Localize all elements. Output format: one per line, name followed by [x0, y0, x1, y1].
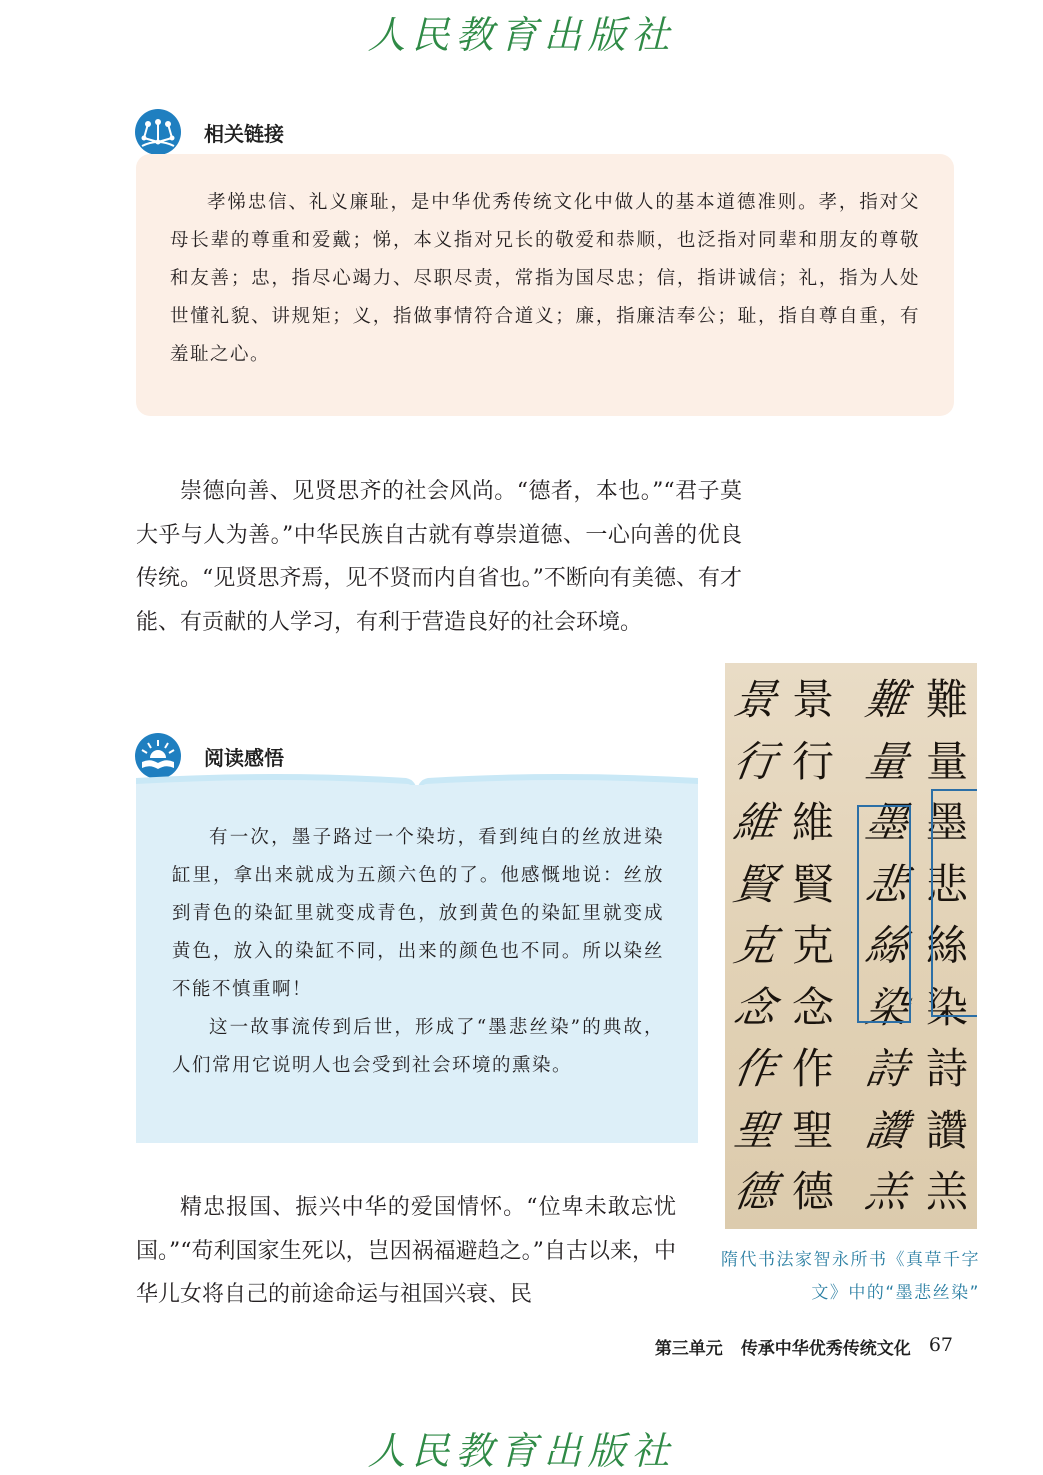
- calligraphy-character: 難: [925, 675, 968, 724]
- calligraphy-character: 染: [925, 982, 968, 1032]
- calligraphy-character: 德: [791, 1167, 834, 1216]
- reading-paragraph-2: 这一故事流传到后世，形成了“墨悲丝染”的典故，人们常用它说明人也会受到社会环境的熏染。: [172, 1017, 664, 1076]
- calligraphy-character: 詩: [925, 1044, 968, 1093]
- calligraphy-character: 作: [791, 1044, 834, 1093]
- related-links-text: 孝悌忠信、礼义廉耻，是中华优秀传统文化中做人的基本道德准则。孝，指对父母长辈的尊重和爱戴；悌，本义指对兄长的敬爱和恭顺，也泛指对同辈和朋友的尊敬和友善；忠，指尽心竭力、尽职尽责，常指为国尽忠；信，指讲诚信；礼，指为人处世懂礼貌、讲规矩；义，指做事情符合道义；廉，指廉洁奉公；耻，指自尊自重，有羞耻之心。: [170, 192, 920, 365]
- calligraphy-character: 克: [791, 921, 834, 970]
- related-links-header: [134, 108, 284, 156]
- calligraphy-character: 墨: [925, 798, 968, 847]
- page-number: 67: [928, 1334, 953, 1356]
- calligraphy-character: 行: [730, 736, 780, 786]
- calligraphy-character: 念: [730, 982, 780, 1032]
- calligraphy-character: 維: [791, 798, 834, 847]
- calligraphy-character: 維: [730, 798, 780, 847]
- calligraphy-character: 聖: [791, 1105, 834, 1155]
- reading-insight-box: [136, 785, 698, 1143]
- reading-paragraph-1: 有一次，墨子路过一个染坊，看到纯白的丝放进染缸里，拿出来就成为五颜六色的了。他感慨地说：丝放到青色的染缸里就变成青色，放到黄色的染缸里就变成黄色，放入的染缸不同，出来的颜色也不同。所以染丝不能不慎重啊！: [172, 827, 664, 1000]
- calligraphy-character: 難: [862, 675, 912, 724]
- calligraphy-character: 染: [862, 982, 912, 1032]
- footer-title: 传承中华优秀传统文化: [740, 1339, 911, 1359]
- page-footer: [655, 1334, 953, 1359]
- calligraphy-column-regular-2: [787, 669, 839, 1229]
- calligraphy-character: 作: [730, 1044, 780, 1093]
- calligraphy-character: 行: [791, 736, 834, 786]
- calligraphy-character: 絲: [862, 921, 912, 970]
- highlight-frame-regular: [931, 789, 977, 1017]
- calligraphy-character: 羔: [862, 1167, 912, 1216]
- body-paragraph-2: 精忠报国、振兴中华的爱国情怀。“位卑未敢忘忧国。”“苟利国家生死以，岂因祸福避趋之。”自古以来，中华儿女将自己的前途命运与祖国兴衰、民: [136, 1195, 676, 1307]
- calligraphy-character: 賢: [730, 859, 780, 909]
- related-links-title: 相关链接: [204, 121, 284, 146]
- calligraphy-character: 讚: [862, 1105, 912, 1155]
- network-icon: [134, 108, 182, 156]
- calligraphy-character: 景: [791, 675, 834, 724]
- publisher-watermark-bottom: 人民教育出版社: [367, 1429, 676, 1473]
- calligraphy-character: 悲: [925, 859, 968, 909]
- calligraphy-character: 絲: [925, 921, 968, 970]
- calligraphy-character: [926, 1223, 968, 1230]
- image-caption: 隋代书法家智永所书《真草千字文》中的“墨悲丝染”: [721, 1250, 980, 1303]
- reading-insight-title: 阅读感悟: [204, 745, 284, 770]
- calligraphy-image: [725, 663, 977, 1229]
- calligraphy-character: 德: [730, 1167, 780, 1216]
- calligraphy-character: 詩: [862, 1044, 912, 1093]
- highlight-frame-cursive: [857, 805, 911, 1023]
- related-links-box: [136, 154, 954, 416]
- calligraphy-character: 景: [730, 675, 780, 724]
- calligraphy-character: [792, 1223, 834, 1230]
- calligraphy-character: 羔: [925, 1167, 968, 1216]
- body-paragraph-1: 崇德向善、见贤思齐的社会风尚。“德者，本也。”“君子莫大乎与人为善。”中华民族自古就有尊崇道德、一心向善的优良传统。“见贤思齐焉，见不贤而内自省也。”不断向有美德、有才能、有贡献的人学习，有利于营造良好的社会环境。: [136, 479, 742, 635]
- calligraphy-character: 墨: [862, 798, 912, 847]
- publisher-watermark-top: 人民教育出版社: [367, 13, 676, 57]
- calligraphy-column-cursive-2: [729, 669, 781, 1229]
- calligraphy-character: 賢: [791, 859, 834, 909]
- calligraphy-character: 聖: [730, 1105, 780, 1155]
- calligraphy-character: 克: [730, 921, 780, 970]
- calligraphy-character: 念: [791, 982, 834, 1032]
- footer-unit: 第三单元: [654, 1339, 723, 1359]
- calligraphy-character: 量: [862, 736, 912, 786]
- calligraphy-character: [730, 1223, 781, 1230]
- calligraphy-character: 量: [925, 736, 968, 786]
- calligraphy-character: 悲: [862, 859, 912, 909]
- calligraphy-character: 讚: [925, 1105, 968, 1155]
- calligraphy-character: [862, 1223, 913, 1230]
